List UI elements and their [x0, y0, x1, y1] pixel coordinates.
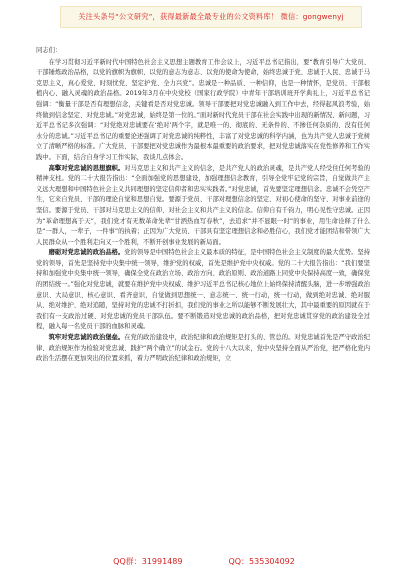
paragraph-political-bastion — [36, 333, 370, 365]
salutation: 同志们： — [36, 47, 62, 54]
paragraph-heading: 筑牢对党忠诚的政治堡垒。 — [48, 334, 125, 342]
paragraph-heading: 磨砺对党忠诚的政治品格。 — [48, 249, 125, 257]
promo-banner — [60, 6, 362, 28]
paragraph-text: 在学习贯彻习近平新时代中国特色社会主义思想主题教育工作会议上，习近平总书记指出，要“教育引导广大党员、干部锤炼政治品格，以党的旗帜为旗帜、以党的意志为意志、以党的使命为使命，始终忠诚于党、忠诚于人民、忠诚于马克思主义，真心爱党、时刻忧党、坚定护党、全力兴党”。忠诚是一种品质、一种信仰，也是一种情怀，是党员、干部根植内心、融入灵魂的政治品格。2019年3月在中央党校（国家行政学院）中青年干部培训班开学典礼上，习近平总书记强调：“衡量干部是否有理想信念，关键看是否对党忠诚。领导干部要把对党忠诚融入到工作中去，经得起风浪考验，始终做到信念坚定、对党忠诚。”对党忠诚，始终是第一位的。”面对新时代党员干部在社会实践中出现的新情况、新问题，习近平总书记多次强调：“对党绝对忠诚要在‘绝对’两个字，就是唯一的、彻底的、无条件的、不掺任何杂质的、没有任何水分的忠诚。”习近平总书记的重要论述强调了对党忠诚的纯粹性，丰富了对党忠诚的科学内涵，也为共产党人忠诚于党树立了清晰严格的标准。广大党员、干部要把对党忠诚作为最根本最重要的政治要求，把对党忠诚落实在党性修养和工作实践中。下面，结合自身学习工作实际，我谈几点体会。 — [36, 58, 370, 161]
qq-number: QQ：535304092 — [228, 557, 295, 566]
paragraph-ideological-banner — [36, 164, 370, 249]
qq-group-number: QQ群：31991489 — [113, 557, 183, 566]
paragraph-text: 在党的政治建设中，政治纪律和政治规矩是打头的、管总的。对党忠诚首先是严守政治纪律、政治规矩作为检验对党忠诚、践护“两个确立”的试金石。党的十八大以来，党中央坚持全面从严治党，把严格化党内政治生活摆在更加突出的位置来抓，着力严明政治纪律和政治规矩，立 — [36, 334, 371, 363]
contact-footer — [0, 556, 408, 570]
paragraph-heading: 高擎对党忠诚的思想旗帜。 — [48, 164, 125, 172]
paragraph-text: 党的领导是中国特色社会主义最本质的特征，是中国特色社会主义制度的最大优势。坚持党的领导，首先是坚持党中央集中统一领导，维护党的权威，首先是维护党中央权威。党的二十大报告指出：“我们要坚持和加强党中央集中统一领导，确保全党在政治立场、政治方向、政治原则、政治道路上同党中央保持高度一致，确保党的团结统一。”强化对党忠诚，就要在维护党中央权威、维护习近平总书记核心地位上始终保持清醒头脑，进一步增强政治意识、大局意识、核心意识、看齐意识，自觉做到思想统一、意志统一、统一行动，统一行动，做到绝对忠诚、绝对服从、绝对维护、绝对追随，坚持对党的忠诚不打折扣，我们党的事业之所以能够不断发展壮大，其中最重要的原因就在于我们有一支政治过硬、对党忠诚的党员干部队伍。要不断锻造对党忠诚的政治品格，把对党忠诚贯穿党的政治建设全过程，融入每一名党员干部的血脉和灵魂。 — [36, 249, 371, 331]
promo-banner-text: 关注头条号“公文研究”，获得最新最全最专业的公文资料库！ 微信：gongwenyj — [78, 12, 344, 21]
paragraph-text: 对马克思主义和共产主义的信念，是共产党人的政治灵魂，是共产党人经受住任何考验的精神支柱。党的二十大报告指出：“全面加强党的思想建设，加强理想信念教育，引导全党牢记党的宗旨，自觉做共产主义远大理想和中国特色社会主义共同理想的坚定信仰者和忠实实践者。”对党忠诚，首先要坚定理想信念。忠诚不会凭空产生，它来自党员、干部的理论自觉和思想自觉。要源于党员、干部对理想信念的坚定、对初心使命的坚守、对事业前途的坚信。要源于党员、干部对马克思主义的信仰、对社会主义和共产主义的信念。信仰自有千钧力，明心见性守忠诚。正因为“革命理想高于天”，我们党才有无数革命先辈“甘洒热血写春秋”，去追求“并不显眼一时”的事业，用生命诠释了什么是“一群人，一辈子，一件事”的执着；正因为广大党员、干部具有坚定理想信念和必胜信心，我们党才能团结和带领广大人民群众从一个胜利走向又一个胜利，不断开创事业发展的新局面。 — [36, 164, 371, 246]
document-body — [36, 46, 370, 526]
paragraph-intro — [36, 58, 370, 164]
paragraph-political-character — [36, 248, 370, 333]
